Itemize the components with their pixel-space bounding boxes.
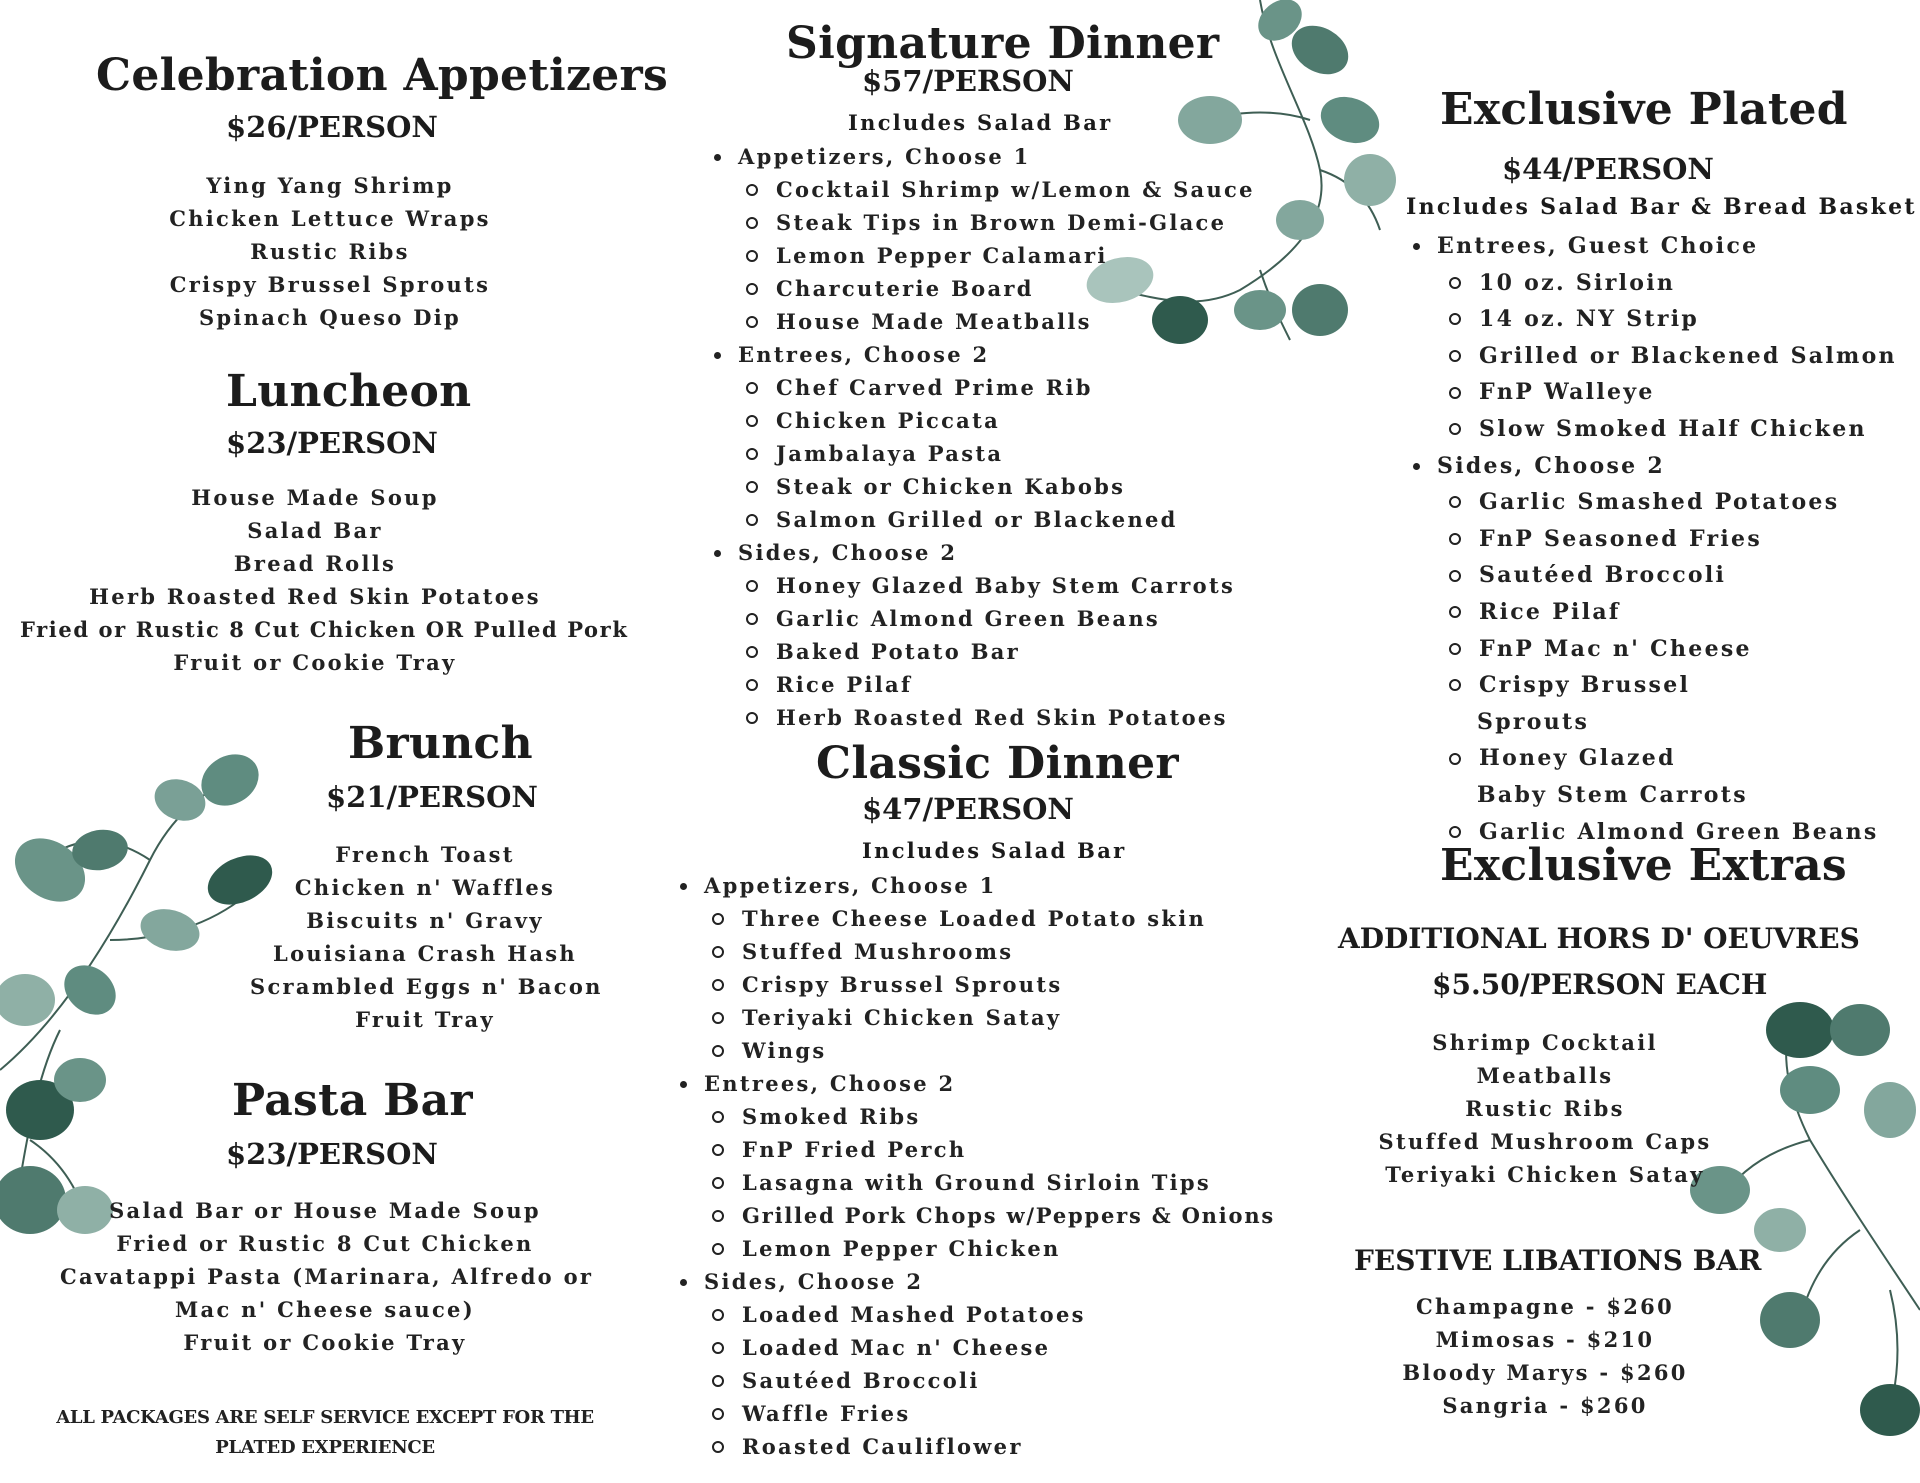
list-item-continued: Baby Stem Carrots (1477, 781, 1748, 808)
pasta-title: Pasta Bar (232, 1075, 473, 1126)
list-item: Crispy Brussel Sprouts (742, 968, 1275, 1001)
extras-title: Exclusive Extras (1440, 840, 1847, 891)
group-label: Sides, Choose 2 (1437, 448, 1897, 485)
list-item: Rustic Ribs (250, 239, 410, 264)
group-label: Sides, Choose 2 (704, 1265, 1275, 1298)
group-label: Entrees, Guest Choice (1437, 228, 1897, 265)
list-item: FnP Walleye (1479, 374, 1897, 411)
list-item: Salmon Grilled or Blackened (776, 503, 1255, 536)
list-item: Biscuits n' Gravy (306, 908, 544, 933)
list-item: Garlic Smashed Potatoes (1479, 484, 1897, 521)
list-item: Smoked Ribs (742, 1100, 1275, 1133)
list-item: Shrimp Cocktail (1432, 1030, 1658, 1055)
list-item: Chef Carved Prime Rib (776, 371, 1255, 404)
bar-title: FESTIVE LIBATIONS BAR (1354, 1244, 1762, 1277)
pasta-price: $23/PERSON (226, 1137, 438, 1171)
list-item: Bloody Marys - $260 (1402, 1360, 1688, 1385)
list-item: FnP Mac n' Cheese (1479, 631, 1897, 668)
brunch-price: $21/PERSON (326, 780, 538, 814)
signature-title: Signature Dinner (786, 18, 1220, 69)
list-item: Three Cheese Loaded Potato skin (742, 902, 1275, 935)
hors-title: ADDITIONAL HORS D' OEUVRES (1338, 922, 1860, 955)
list-item: Garlic Almond Green Beans (776, 602, 1255, 635)
group-label: Appetizers, Choose 1 (704, 869, 1275, 902)
brunch-list (250, 838, 603, 1036)
group-label: Entrees, Choose 2 (704, 1067, 1275, 1100)
group-label: Appetizers, Choose 1 (738, 140, 1255, 173)
hors-price: $5.50/PERSON EACH (1432, 968, 1768, 1001)
list-item: Garlic Almond Green Beans (1479, 814, 1897, 851)
list-item: House Made Soup (191, 485, 439, 510)
list-item: Grilled Pork Chops w/Peppers & Onions (742, 1199, 1275, 1232)
list-item: Sautéed Broccoli (742, 1364, 1275, 1397)
list-item: Wings (742, 1034, 1275, 1067)
list-item: Bread Rolls (233, 551, 397, 576)
list-item: Fried or Rustic 8 Cut Chicken (116, 1231, 534, 1256)
list-item: Mac n' Cheese sauce) (175, 1297, 475, 1322)
list-item: Chicken n' Waffles (294, 875, 556, 900)
group-label: Sides, Choose 2 (738, 536, 1255, 569)
list-item: Sautéed Broccoli (1479, 557, 1897, 594)
list-item: Fruit or Cookie Tray (183, 1330, 467, 1355)
list-item: Steak Tips in Brown Demi-Glace (776, 206, 1255, 239)
list-item: Salad Bar or House Made Soup (109, 1198, 541, 1223)
list-item: Rustic Ribs (1465, 1096, 1625, 1121)
list-item: Charcuterie Board (776, 272, 1255, 305)
list-item: Cocktail Shrimp w/Lemon & Sauce (776, 173, 1255, 206)
plated-list (1437, 228, 1897, 850)
list-item: Fried or Rustic 8 Cut Chicken OR Pulled Pork (20, 617, 629, 642)
signature-list (738, 140, 1255, 734)
group-label: Entrees, Choose 2 (738, 338, 1255, 371)
list-item: Honey Glazed Baby Stem Carrots (776, 569, 1255, 602)
list-item: Lemon Pepper Calamari (776, 239, 1255, 272)
signature-includes: Includes Salad Bar (848, 110, 1113, 135)
classic-title: Classic Dinner (816, 738, 1179, 789)
list-item: Fruit Tray (355, 1007, 495, 1032)
celebration-price: $26/PERSON (226, 110, 438, 144)
hors-list (1345, 1026, 1745, 1191)
list-item: Lemon Pepper Chicken (742, 1232, 1275, 1265)
list-item: Baked Potato Bar (776, 635, 1255, 668)
list-item: 10 oz. Sirloin (1479, 265, 1897, 302)
list-item: Herb Roasted Red Skin Potatoes (776, 701, 1255, 734)
list-item: Rice Pilaf (1479, 594, 1897, 631)
list-item: Teriyaki Chicken Satay (742, 1001, 1275, 1034)
list-item: Stuffed Mushroom Caps (1378, 1129, 1712, 1154)
list-item: Crispy Brussel (1479, 667, 1897, 704)
list-item: Waffle Fries (742, 1397, 1275, 1430)
list-item: Sangria - $260 (1442, 1393, 1648, 1418)
list-item: Crispy Brussel Sprouts (169, 272, 491, 297)
list-item: Salad Bar (247, 518, 383, 543)
plated-includes: Includes Salad Bar & Bread Basket (1406, 194, 1917, 220)
list-item: Jambalaya Pasta (776, 437, 1255, 470)
list-item: Roasted Cauliflower (742, 1430, 1275, 1463)
list-item: Chicken Lettuce Wraps (169, 206, 491, 231)
brunch-title: Brunch (348, 718, 533, 769)
list-item: Steak or Chicken Kabobs (776, 470, 1255, 503)
list-item: Louisiana Crash Hash (273, 941, 577, 966)
luncheon-price: $23/PERSON (226, 426, 438, 460)
list-item: Slow Smoked Half Chicken (1479, 411, 1897, 448)
classic-price: $47/PERSON (862, 792, 1074, 826)
pasta-list (60, 1194, 594, 1359)
list-item: Ying Yang Shrimp (206, 173, 454, 198)
list-item: Teriyaki Chicken Satay (1385, 1162, 1705, 1187)
list-item: FnP Fried Perch (742, 1133, 1275, 1166)
list-item: Mimosas - $210 (1435, 1327, 1655, 1352)
list-item: Grilled or Blackened Salmon (1479, 338, 1897, 375)
list-item: Champagne - $260 (1416, 1294, 1674, 1319)
list-item: 14 oz. NY Strip (1479, 301, 1897, 338)
list-item: Rice Pilaf (776, 668, 1255, 701)
bar-list (1345, 1290, 1745, 1422)
list-item: Chicken Piccata (776, 404, 1255, 437)
list-item: Meatballs (1476, 1063, 1614, 1088)
list-item: Loaded Mac n' Cheese (742, 1331, 1275, 1364)
celebration-title: Celebration Appetizers (96, 50, 669, 101)
classic-includes: Includes Salad Bar (862, 838, 1127, 863)
list-item: House Made Meatballs (776, 305, 1255, 338)
list-item: FnP Seasoned Fries (1479, 521, 1897, 558)
list-item: Cavatappi Pasta (Marinara, Alfredo or (60, 1264, 594, 1289)
luncheon-list (20, 481, 629, 679)
list-item: Stuffed Mushrooms (742, 935, 1275, 968)
list-item-continued: Sprouts (1477, 708, 1590, 735)
footnote-line-1: ALL PACKAGES ARE SELF SERVICE EXCEPT FOR THE (56, 1407, 594, 1428)
list-item: Loaded Mashed Potatoes (742, 1298, 1275, 1331)
luncheon-title: Luncheon (226, 366, 472, 417)
celebration-list (120, 169, 540, 334)
footnote (40, 1403, 610, 1463)
list-item: Scrambled Eggs n' Bacon (250, 974, 603, 999)
list-item: Spinach Queso Dip (198, 305, 462, 330)
classic-list (704, 869, 1275, 1463)
list-item: Herb Roasted Red Skin Potatoes (89, 584, 541, 609)
plated-price: $44/PERSON (1502, 152, 1714, 186)
signature-price: $57/PERSON (862, 64, 1074, 98)
list-item: Lasagna with Ground Sirloin Tips (742, 1166, 1275, 1199)
list-item: Honey Glazed (1479, 740, 1897, 777)
plated-title: Exclusive Plated (1440, 84, 1848, 135)
list-item: Fruit or Cookie Tray (173, 650, 457, 675)
list-item: French Toast (335, 842, 515, 867)
footnote-line-2: PLATED EXPERIENCE (215, 1437, 435, 1458)
